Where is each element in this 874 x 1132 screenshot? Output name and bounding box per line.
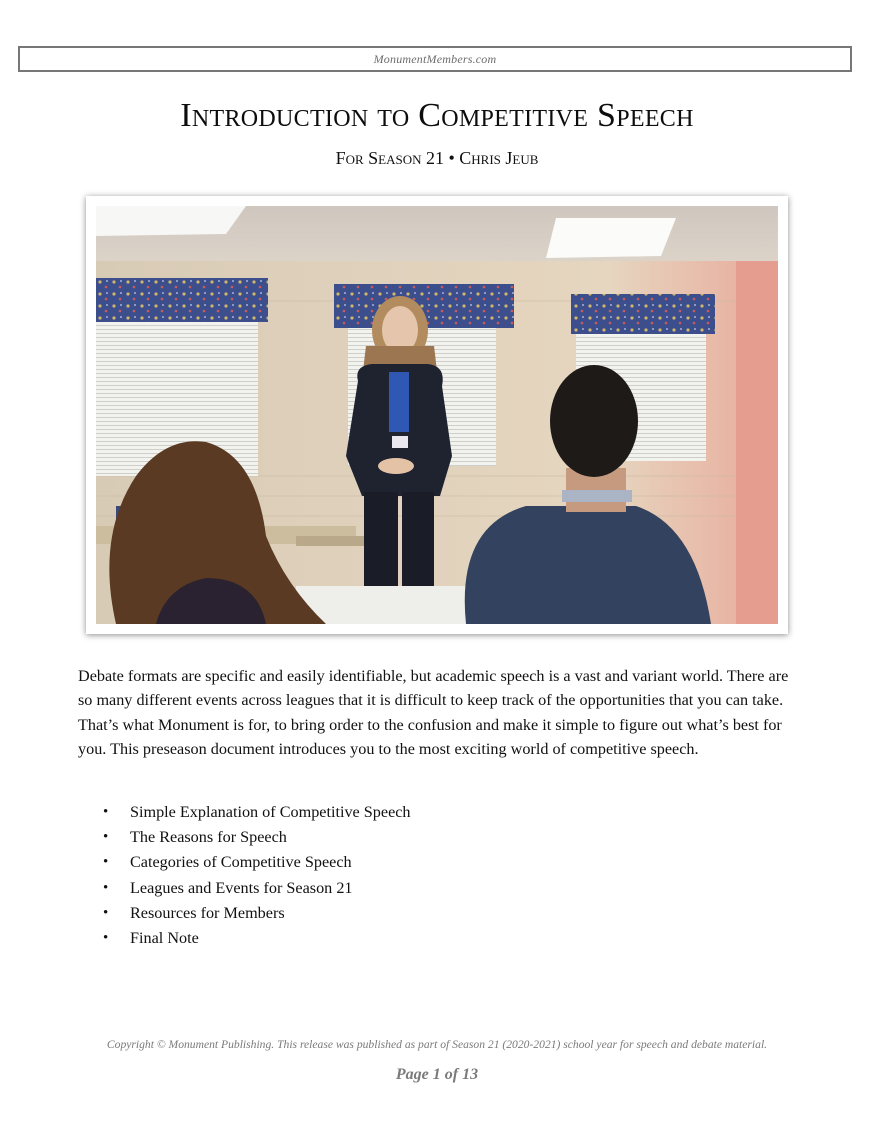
classroom-speech-photo xyxy=(96,206,778,624)
header-site-name: MonumentMembers.com xyxy=(373,51,497,66)
list-item xyxy=(78,825,678,850)
photo-frame xyxy=(86,196,788,634)
bullet-icon: • xyxy=(103,879,109,896)
bullet-icon: • xyxy=(103,854,109,871)
contents-list xyxy=(78,800,678,951)
bullet-icon: • xyxy=(103,929,109,946)
bullet-icon: • xyxy=(103,804,109,820)
list-item-label: Resources for Members xyxy=(130,903,285,922)
list-item-label: Categories of Competitive Speech xyxy=(130,853,352,872)
list-item-label: Simple Explanation of Competitive Speech xyxy=(130,803,411,821)
list-item xyxy=(78,850,678,875)
page-subtitle: For Season 21 • Chris Jeub xyxy=(335,148,539,168)
list-item xyxy=(78,876,678,901)
list-item-label: Final Note xyxy=(130,928,199,947)
list-item xyxy=(78,800,678,825)
list-item xyxy=(78,926,678,951)
intro-paragraph: Debate formats are specific and easily identifiable, but academic speech is a vast and variant world. There are so many different events across leagues that it is difficult to keep track of the opportunities that you can take. That’s what Monument is for, to bring order to the confusion and make it simple to figure out what’s best for you. This preseason document introduces you to the most exciting world of competitive speech. xyxy=(78,667,789,759)
header-site-banner xyxy=(18,46,852,72)
copyright-notice: Copyright © Monument Publishing. This release was published as part of Season 21 (2020-2021) school year for speech and debate material. xyxy=(106,1038,768,1051)
page-number: Page 1 of 13 xyxy=(395,1066,479,1083)
bullet-icon: • xyxy=(103,829,109,846)
bullet-icon: • xyxy=(103,904,109,921)
page-title: Introduction to Competitive Speech xyxy=(180,97,694,134)
list-item-label: The Reasons for Speech xyxy=(130,828,287,847)
list-item-label: Leagues and Events for Season 21 xyxy=(130,878,353,897)
list-item xyxy=(78,901,678,926)
